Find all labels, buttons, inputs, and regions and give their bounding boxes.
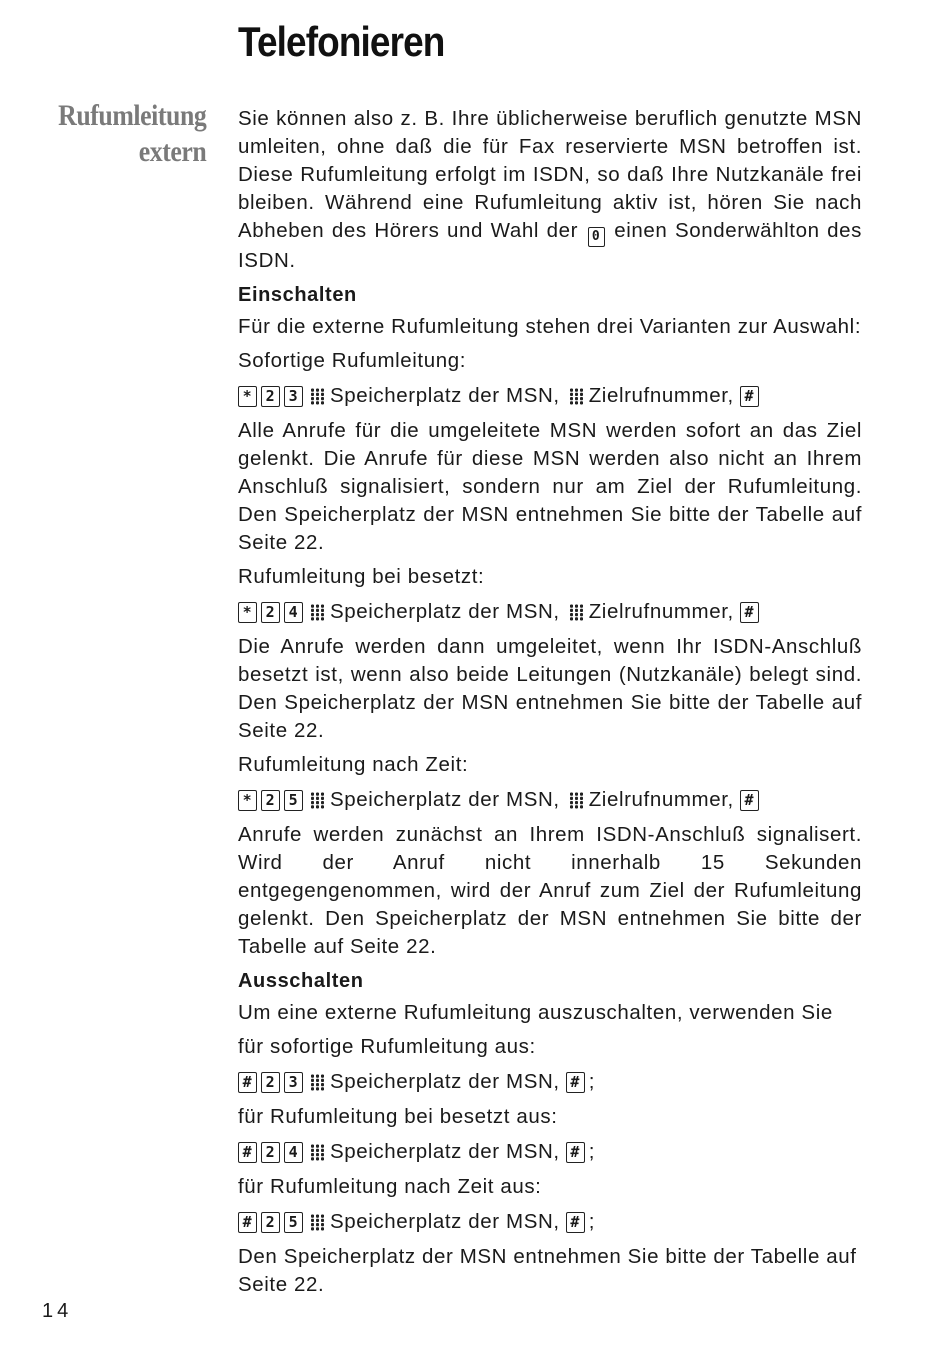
sequence-text: Speicherplatz der MSN, [330, 384, 560, 407]
einschalten-lead: Für die externe Rufumleitung stehen drei Varianten zur Auswahl: [238, 315, 862, 338]
key-5-icon: 5 [284, 1212, 303, 1233]
key-0-icon: 0 [588, 227, 605, 247]
key-sequence [238, 1137, 862, 1167]
sequence-suffix: ; [588, 1070, 595, 1093]
key-sequence [238, 381, 862, 411]
hash-key-icon: # [238, 1212, 257, 1233]
page-number: 14 [42, 1300, 73, 1322]
sequence-text: Speicherplatz der MSN, [330, 600, 560, 623]
main-content [238, 105, 862, 1305]
sidebar-heading-line1: Rufumleitung [57, 99, 206, 132]
key-2-icon: 2 [261, 602, 280, 623]
key-sequence [238, 597, 862, 627]
key-sequence [238, 1207, 862, 1237]
key-2-icon: 2 [261, 1072, 280, 1093]
hash-key-icon: # [566, 1072, 585, 1093]
key-3-icon: 3 [284, 386, 303, 407]
sequence-suffix: ; [588, 1140, 595, 1163]
key-4-icon: 4 [284, 1142, 303, 1163]
key-2-icon: 2 [261, 1212, 280, 1233]
variant-description: Alle Anrufe für die umgeleitete MSN werden sofort an das Ziel gelenkt. Die Anrufe für diese MSN werden also nicht an Ihrem Anschluß signalisiert, sondern nur am Ziel der Rufumleitung. Den Speicherplatz der MSN entnehmen Sie bitte der Tabelle auf Seite 22. [238, 419, 862, 554]
variant-label: Sofortige Rufumleitung: [238, 349, 467, 372]
hash-key-icon: # [740, 602, 759, 623]
off-variant-label: für Rufumleitung bei besetzt aus: [238, 1105, 558, 1128]
hash-key-icon: # [740, 790, 759, 811]
keypad-grid-icon [310, 1144, 325, 1161]
ausschalten-lead: Um eine externe Rufumleitung auszuschalten, verwenden Sie [238, 1001, 833, 1024]
star-key-icon: * [238, 386, 257, 407]
einschalten-heading: Einschalten [238, 284, 357, 306]
page-title: Telefonieren [238, 18, 445, 65]
keypad-grid-icon [310, 792, 325, 809]
intro-text-before: Sie können also z. B. Ihre üblicherweise beruflich genutzte MSN umleiten, ohne daß die für Fax reservierte MSN betroffen ist. Diese Rufumleitung erfolgt im ISDN, so daß Ihre Nutzkanäle frei bleiben. Während eine Rufumleitung aktiv ist, hören Sie nach Abheben des Hörers und Wahl der [238, 107, 862, 242]
intro-paragraph [238, 105, 862, 275]
keypad-grid-icon [310, 604, 325, 621]
keypad-grid-icon [310, 388, 325, 405]
variant-label: Rufumleitung bei besetzt: [238, 565, 485, 588]
sequence-text: Speicherplatz der MSN, [330, 788, 560, 811]
closing-paragraph: Den Speicherplatz der MSN entnehmen Sie bitte der Tabelle auf Seite 22. [238, 1245, 857, 1296]
star-key-icon: * [238, 602, 257, 623]
keypad-grid-icon [310, 1214, 325, 1231]
off-variant-label: für Rufumleitung nach Zeit aus: [238, 1175, 542, 1198]
key-2-icon: 2 [261, 386, 280, 407]
off-variant-label: für sofortige Rufumleitung aus: [238, 1035, 536, 1058]
keypad-grid-icon [569, 792, 584, 809]
variant-description: Anrufe werden zunächst an Ihrem ISDN-Anschluß signalisert. Wird der Anruf nicht innerhalb 15 Sekunden entgegengenommen, wird der Anruf zum Ziel der Rufumleitung gelenkt. Den Speicherplatz der MSN entnehmen Sie bitte der Tabelle auf Seite 22. [238, 823, 862, 958]
sidebar-heading-line2: extern [138, 135, 206, 168]
hash-key-icon: # [566, 1212, 585, 1233]
sequence-text: Speicherplatz der MSN, [330, 1070, 560, 1093]
key-sequence [238, 785, 862, 815]
hash-key-icon: # [740, 386, 759, 407]
keypad-grid-icon [569, 388, 584, 405]
sequence-text: Speicherplatz der MSN, [330, 1140, 560, 1163]
hash-key-icon: # [238, 1142, 257, 1163]
key-sequence [238, 1067, 862, 1097]
variant-description: Die Anrufe werden dann umgeleitet, wenn Ihr ISDN-Anschluß besetzt ist, wenn also beide Leitungen (Nutzkanäle) belegt sind. Den Speicherplatz der MSN entnehmen Sie bitte der Tabelle auf Seite 22. [238, 635, 862, 742]
keypad-grid-icon [310, 1074, 325, 1091]
sequence-text: Zielrufnummer, [588, 600, 734, 623]
key-4-icon: 4 [284, 602, 303, 623]
sequence-text: Speicherplatz der MSN, [330, 1210, 560, 1233]
variant-label: Rufumleitung nach Zeit: [238, 753, 469, 776]
star-key-icon: * [238, 790, 257, 811]
intro-text-after: einen Sonderwählton des ISDN. [238, 219, 863, 272]
ausschalten-heading: Ausschalten [238, 970, 364, 992]
hash-key-icon: # [238, 1072, 257, 1093]
key-3-icon: 3 [284, 1072, 303, 1093]
hash-key-icon: # [566, 1142, 585, 1163]
sequence-text: Zielrufnummer, [588, 384, 734, 407]
sequence-text: Zielrufnummer, [588, 788, 734, 811]
section-sidebar-heading [34, 98, 206, 170]
sequence-suffix: ; [588, 1210, 595, 1233]
keypad-grid-icon [569, 604, 584, 621]
key-2-icon: 2 [261, 1142, 280, 1163]
key-2-icon: 2 [261, 790, 280, 811]
key-5-icon: 5 [284, 790, 303, 811]
